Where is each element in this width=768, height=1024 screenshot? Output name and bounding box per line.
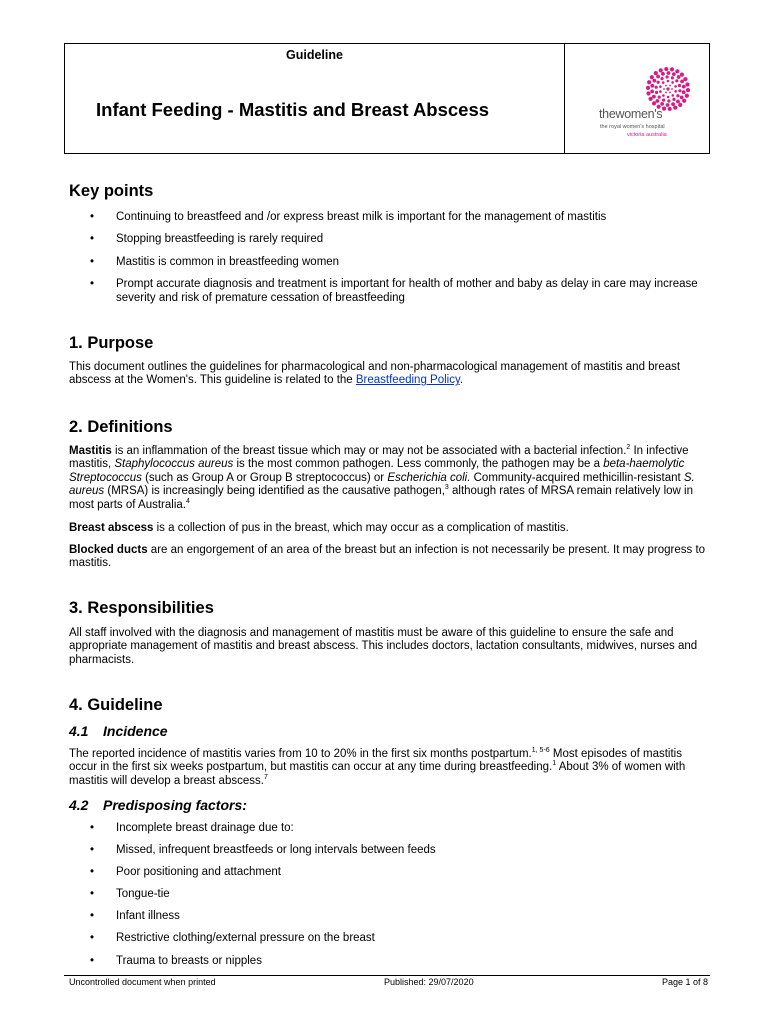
incidence-text: The reported incidence of mastitis varies from 10 to 20% in the first six months postpartum.$^{1, 5-6}$ Most episodes of mastitis occur in the first six weeks postpartum, but mastitis can occur at any time during breastfeeding.$^1$ About 3% of women with mastitis will develop a breast abscess.$^7$ xyxy=(69,747,686,787)
footer-published-date: Published: 29/07/2020 xyxy=(384,977,474,987)
purpose-heading: 1. Purpose xyxy=(69,334,154,352)
logo-dot xyxy=(676,100,680,104)
logo-dot xyxy=(661,72,665,76)
logo-dot xyxy=(654,71,658,75)
logo-dot xyxy=(677,75,681,79)
key-points-heading: Key points xyxy=(69,182,154,200)
logo-subtitle: the royal women's hospital xyxy=(600,124,665,130)
logo-dot xyxy=(682,90,686,94)
logo-dot xyxy=(667,96,670,99)
logo-dot xyxy=(686,88,690,92)
responsibilities-text: All staff involved with the diagnosis and management of mastitis must be aware of this guideline to ensure the safe and appropriate management of mastitis and breast abscess. This includes doctors, lactation consultants, midwives, nurses and pharmacists. xyxy=(69,627,698,666)
logo-dot xyxy=(678,103,682,107)
logo-dot xyxy=(650,75,654,79)
purpose-text: This document outlines the guidelines for pharmacological and non-pharmacological management of mastitis and breast abscess at the Women's. This guideline is related to the Breastfeeding Policy. xyxy=(69,361,681,387)
list-item: • Mastitis is common in breastfeeding women xyxy=(69,256,709,269)
logo-dot xyxy=(666,87,669,90)
logo-dot xyxy=(680,79,684,83)
logo-dot xyxy=(675,69,679,73)
logo-dot xyxy=(647,80,651,84)
list-item: • Tongue-tie xyxy=(69,888,709,901)
logo-dot xyxy=(668,107,672,111)
logo-dot xyxy=(667,80,670,83)
logo-dot xyxy=(658,96,661,99)
logo-dot xyxy=(659,68,663,72)
logo-dot xyxy=(662,81,665,84)
logo-dot xyxy=(682,85,686,89)
logo-dot xyxy=(655,91,658,94)
breastfeeding-policy-link[interactable]: Breastfeeding Policy xyxy=(355,374,460,387)
logo-dot xyxy=(671,94,674,97)
list-item: • Trauma to breasts or nipples xyxy=(69,955,709,968)
logo-location: victoria australia xyxy=(627,132,667,138)
logo-dot xyxy=(675,79,678,82)
logo-dot xyxy=(685,94,689,98)
blocked-ducts-definition: Blocked ducts are an engorgement of an area of the breast but an infection is not necessarily be present. It may progress to mastitis. xyxy=(69,544,706,570)
guideline-heading: 4. Guideline xyxy=(69,696,163,714)
logo-dot xyxy=(667,99,670,102)
logo-dot xyxy=(670,67,674,71)
logo-dot xyxy=(669,92,671,94)
logo-dot xyxy=(680,73,684,77)
logo-dot xyxy=(659,90,662,93)
logo-dot xyxy=(646,91,650,95)
list-item: • Stopping breastfeeding is rarely required xyxy=(69,233,709,246)
logo-dot xyxy=(678,84,681,87)
breast-abscess-definition: Breast abscess is a collection of pus in the breast, which may occur as a complication of mastitis. xyxy=(69,522,569,534)
document-type: Guideline xyxy=(286,48,343,62)
logo-dot xyxy=(663,88,665,90)
logo-dot xyxy=(655,86,658,89)
logo-dot xyxy=(685,82,689,86)
logo-wordmark: thewomen's xyxy=(599,107,663,121)
header-divider xyxy=(564,44,565,153)
logo-dot xyxy=(671,102,675,106)
logo-dot xyxy=(678,89,681,92)
hospital-logo xyxy=(599,64,699,144)
logo-dot xyxy=(650,89,654,93)
logo-dot xyxy=(665,92,667,94)
definitions-heading: 2. Definitions xyxy=(69,418,173,436)
logo-dot xyxy=(680,95,684,99)
logo-dot xyxy=(671,88,673,90)
logo-dot xyxy=(652,79,656,83)
list-item: • Incomplete breast drainage due to: xyxy=(69,822,709,835)
logo-dot xyxy=(652,101,656,105)
responsibilities-heading: 3. Responsibilities xyxy=(69,599,214,617)
predisposing-factors-heading: 4.2 Predisposing factors: xyxy=(69,797,247,813)
logo-dot xyxy=(662,94,665,97)
list-item: • Infant illness xyxy=(69,910,709,923)
footer-page-number: Page 1 of 8 xyxy=(661,977,708,987)
logo-dot xyxy=(655,99,659,103)
list-item: • Poor positioning and attachment xyxy=(69,866,709,879)
mastitis-definition: Mastitis is an inflammation of the breast tissue which may or may not be associated with a bacterial infection.$^2$ In infective mastitis, Staphylococcus aureus is the most common pathogen. Less commonly, the pathogen may be a beta-haemolytic Streptococcus (such as Group A or Group B streptococcus) or Escherichia coli. Community-acquired methicillin-resistant S. aureus (MRSA) is increasingly being identified as the causative pathogen,$^3$ although rates of MRSA remain relatively low in most parts of Australia.$^4$ xyxy=(69,444,695,511)
logo-dot xyxy=(662,99,665,102)
logo-dot xyxy=(660,102,664,106)
logo-dot xyxy=(648,97,652,101)
logo-dot xyxy=(671,81,674,84)
logo-dot xyxy=(666,103,670,107)
logo-dot xyxy=(676,94,679,97)
logo-dot xyxy=(659,85,662,88)
document-header xyxy=(64,43,710,154)
document-title: Infant Feeding - Mastitis and Breast Abscess xyxy=(96,99,490,120)
key-points-list xyxy=(69,211,709,305)
footer-uncontrolled-note: Uncontrolled document when printed xyxy=(69,977,216,987)
logo-dot xyxy=(672,98,675,101)
logo-dot xyxy=(646,86,650,90)
logo-dot xyxy=(674,85,677,88)
logo-dot xyxy=(666,75,669,78)
logo-dot xyxy=(657,81,660,84)
logo-dot xyxy=(671,76,674,79)
logo-dot xyxy=(674,90,677,93)
logo-dot xyxy=(669,85,671,87)
logo-dot xyxy=(682,99,686,103)
list-item: • Restrictive clothing/external pressure on the breast xyxy=(69,932,709,945)
logo-dot xyxy=(673,106,677,110)
list-item: • Missed, infrequent breastfeeds or long intervals between feeds xyxy=(69,844,709,857)
logo-dot xyxy=(652,95,656,99)
logo-dot xyxy=(662,107,666,111)
logo-dot xyxy=(664,67,668,71)
logo-dot xyxy=(665,85,667,87)
logo-dot xyxy=(667,71,671,75)
logo-dot xyxy=(660,77,663,80)
list-item: • Continuing to breastfeed and /or express breast milk is important for the management of mastitis xyxy=(69,211,709,224)
predisposing-factors-list xyxy=(69,822,709,968)
logo-dot xyxy=(650,84,654,88)
footer-divider xyxy=(64,975,710,976)
incidence-heading: 4.1 Incidence xyxy=(69,723,168,739)
logo-dot xyxy=(683,77,687,81)
logo-dot xyxy=(672,72,676,76)
logo-dot xyxy=(656,75,660,79)
list-item: • Prompt accurate diagnosis and treatment is important for health of mother and baby as delay in care may increase severity and risk of premature cessation of breastfeeding xyxy=(69,278,709,305)
